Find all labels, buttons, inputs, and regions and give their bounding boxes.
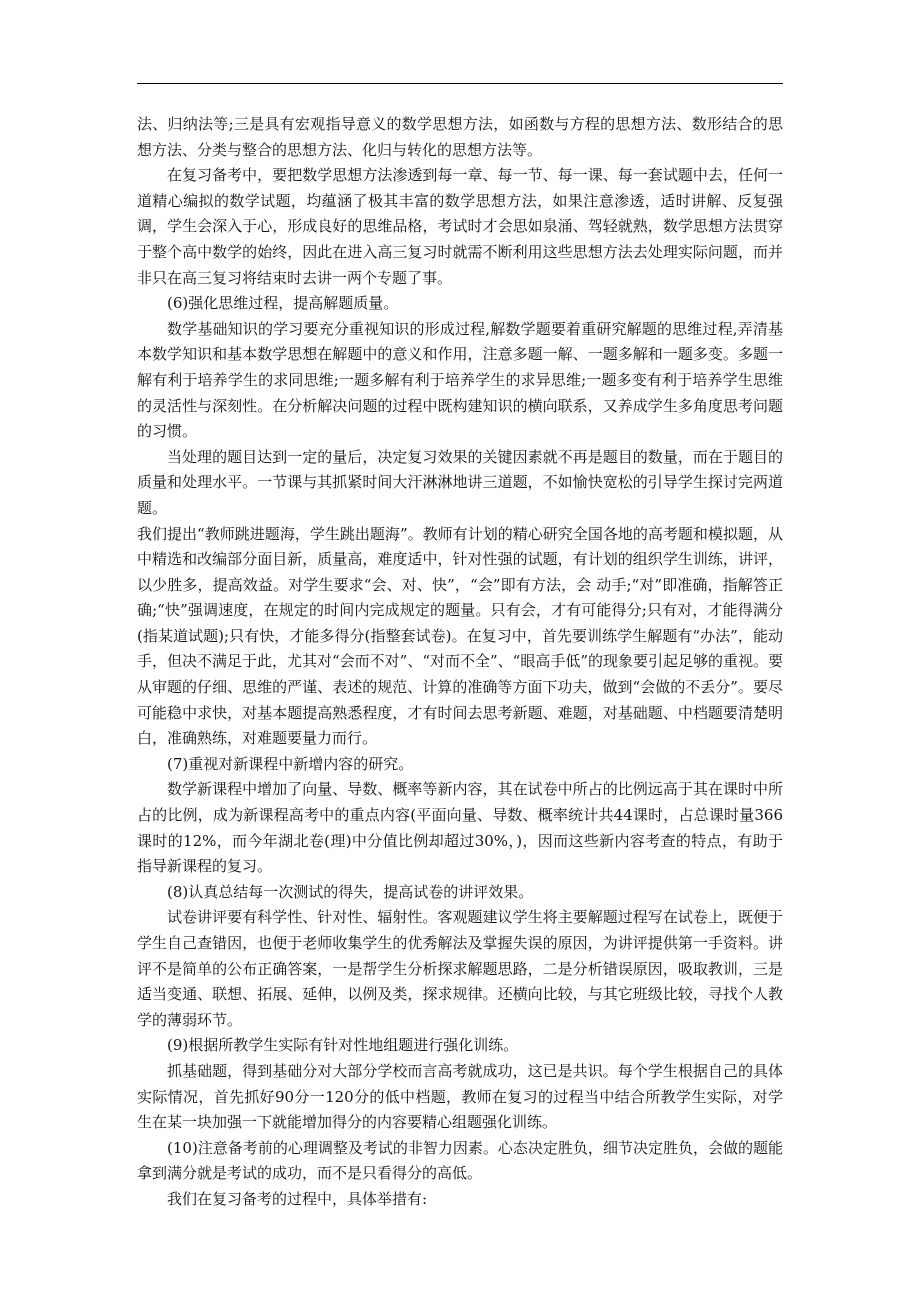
- paragraph: 法、归纳法等;三是具有宏观指导意义的数学思想方法，如函数与方程的思想方法、数形结合的思想方法、分类与整合的思想方法、化归与转化的思想方法等。: [137, 115, 783, 159]
- section-heading: (6)强化思维过程，提高解题质量。: [167, 294, 399, 313]
- paragraph: 当处理的题目达到一定的量后，决定复习效果的关键因素就不再是题目的数量，而在于题目的质量和处理水平。一节课与其抓紧时间大汗淋淋地讲三道题，不如愉快宽松的引导学生探讨完两道题。: [137, 447, 783, 517]
- paragraph: 我们提出“教师跳进题海，学生跳出题海”。教师有计划的精心研究全国各地的高考题和模拟题，从中精选和改编部分面目新，质量高，难度适中，针对性强的试题，有计划的组织学生训练，讲评，以少胜多，提高效益。对学生要求“会、对、快”，“会”即有方法，会 动手;“对”即准确，指解答正确;“快”强调速度，在规定的时间内完成规定的题量。只有会，才有可能得分;只有对，才能得满分(指某道试题);只有快，才能多得分(指整套试卷)。在复习中，首先要训练学生解题有“办法”，能动手，但决不满足于此，尤其对“会而不对”、“对而不全”、“眼高手低”的现象要引起足够的重视。要从审题的仔细、思维的严谨、表述的规范、计算的准确等方面下功夫，做到“会做的不丢分”。要尽可能稳中求快，对基本题提高熟悉程度，才有时间去思考新题、难题，对基础题、中档题要清楚明白，准确熟练，对难题要量力而行。: [137, 524, 784, 748]
- paragraph: 数学基础知识的学习要充分重视知识的形成过程,解数学题要着重研究解题的思维过程,弄清基本数学知识和基本数学思想在解题中的意义和作用，注意多题一解、一题多解和一题多变。多题一解有利于培养学生的求同思维;一题多解有利于培养学生的求异思维;一题多变有利于培养学生思维的灵活性与深刻性。在分析解决问题的过程中既构建知识的横向联系，又养成学生多角度思考问题的习惯。: [137, 319, 783, 441]
- paragraph: 我们在复习备考的过程中，具体举措有:: [167, 1189, 428, 1208]
- paragraph: 试卷讲评要有科学性、针对性、辐射性。客观题建议学生将主要解题过程写在试卷上，既便于学生自己查错因，也便于老师收集学生的优秀解法及掌握失误的原因，为讲评提供第一手资料。讲评不是简单的公布正确答案，一是帮学生分析探求解题思路，二是分析错误原因，吸取教训，三是适当变通、联想、拓展、延伸，以例及类，探求规律。还横向比较，与其它班级比较，寻找个人教学的薄弱环节。: [137, 908, 783, 1029]
- section-heading: (10)注意备考前的心理调整及考试的非智力因素。心态决定胜负，细节决定胜负，会做的题能拿到满分就是考试的成功，而不是只看得分的高低。: [137, 1138, 783, 1183]
- section-heading: (8)认真总结每一次测试的得失，提高试卷的讲评效果。: [167, 882, 534, 901]
- paragraph: 在复习备考中，要把数学思想方法渗透到每一章、每一节、每一课、每一套试题中去，任何一道精心编拟的数学试题，均蕴涵了极其丰富的数学思想方法，如果注意渗透，适时讲解、反复强调，学生会深入于心，形成良好的思维品格，考试时才会思如泉涌、驾轻就熟，数学思想方法贯穿于整个高中数学的始终，因此在进入高三复习时就需不断利用这些思想方法去处理实际问题，而并非只在高三复习将结束时去讲一两个专题了事。: [137, 166, 783, 287]
- header-rule: [137, 83, 783, 84]
- paragraph: 数学新课程中增加了向量、导数、概率等新内容，其在试卷中所占的比例远高于其在课时中所占的比例，成为新课程高考中的重点内容(平面向量、导数、概率统计共44课时，占总课时量366课时的12%，而今年湖北卷(理)中分值比例却超过30%，)，因而这些新内容考查的特点，有助于指导新课程的复习。: [137, 780, 783, 876]
- document-body: [137, 112, 783, 1213]
- paragraph: 抓基础题，得到基础分对大部分学校而言高考就成功，这已是共识。每个学生根据自己的具体实际情况，首先抓好90分一120分的低中档题，教师在复习的过程当中结合所教学生实际，对学生在某一块加强一下就能增加得分的内容要精心组题强化训练。: [137, 1061, 783, 1132]
- section-heading: (7)重视对新课程中新增内容的研究。: [167, 754, 414, 773]
- section-heading: (9)根据所教学生实际有针对性地组题进行强化训练。: [167, 1036, 519, 1055]
